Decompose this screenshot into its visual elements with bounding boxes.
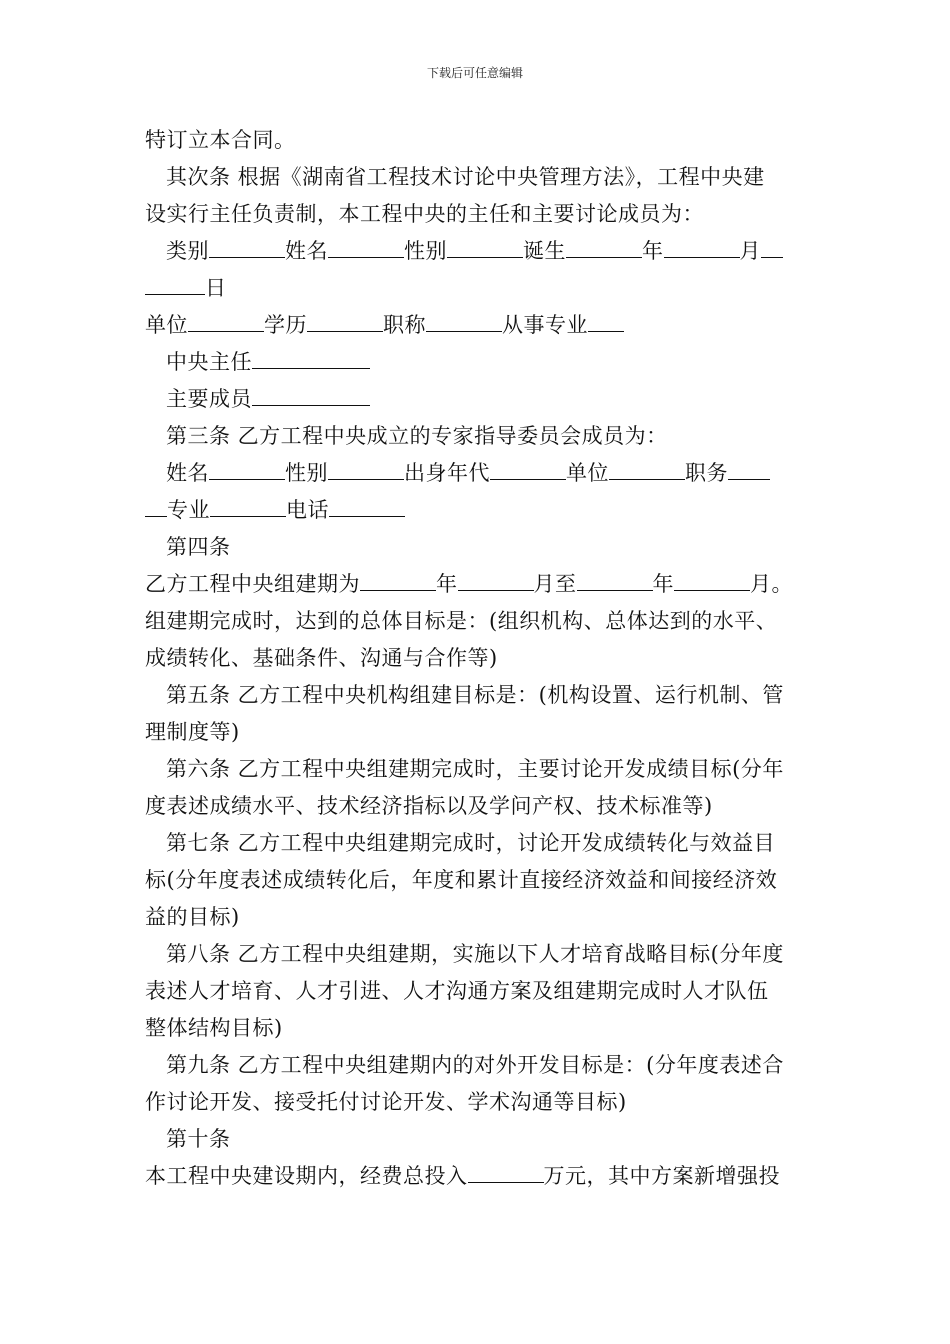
member-fields-line <box>145 381 825 418</box>
blank-line <box>588 309 624 332</box>
member-fields-line <box>145 344 825 381</box>
blank-line <box>761 235 783 258</box>
text-line: 益的目标) <box>145 905 240 929</box>
field-label: 乙方工程中央组建期为 <box>145 572 360 596</box>
text-line: 设实行主任负责制，本工程中央的主任和主要讨论成员为： <box>145 202 704 226</box>
field-label: 日 <box>205 276 227 300</box>
blank-line <box>209 457 285 480</box>
text-line: 第十条 <box>166 1127 231 1151</box>
blank-line <box>447 235 523 258</box>
blank-line <box>468 1160 544 1183</box>
field-label: 本工程中央建设期内，经费总投入 <box>145 1164 468 1188</box>
field-label: 单位 <box>145 313 188 337</box>
field-label: 职称 <box>383 313 426 337</box>
text-line: 第九条 乙方工程中央组建期内的对外开发目标是：(分年度表述合 <box>166 1053 784 1077</box>
field-label: 月。 <box>750 572 793 596</box>
field-label: 月至 <box>533 572 577 596</box>
text-line: 成绩转化、基础条件、沟通与合作等) <box>145 646 498 670</box>
field-label: 年 <box>436 572 458 596</box>
blank-line <box>328 235 404 258</box>
field-label: 电话 <box>286 498 329 522</box>
blank-line <box>664 235 740 258</box>
blank-line <box>188 309 264 332</box>
text-line: 第六条 乙方工程中央组建期完成时，主要讨论开发成绩目标(分年 <box>166 757 784 781</box>
field-label: 诞生 <box>523 239 566 263</box>
text-line: 作讨论开发、接受托付讨论开发、学术沟通等目标) <box>145 1090 627 1114</box>
blank-line <box>209 235 285 258</box>
blank-line <box>490 457 566 480</box>
blank-line <box>609 457 685 480</box>
field-label: 中央主任 <box>166 350 252 374</box>
field-label: 职务 <box>685 461 728 485</box>
field-label: 姓名 <box>285 239 328 263</box>
member-fields-line <box>145 307 825 344</box>
text-line: 第五条 乙方工程中央机构组建目标是：(机构设置、运行机制、管 <box>166 683 784 707</box>
field-label: 专业 <box>167 498 210 522</box>
blank-line <box>210 494 286 517</box>
text-line: 第七条 乙方工程中央组建期完成时，讨论开发成绩转化与效益目 <box>166 831 776 855</box>
blank-line <box>252 383 370 406</box>
text-line: 第三条 乙方工程中央成立的专家指导委员会成员为： <box>166 424 668 448</box>
field-label: 学历 <box>264 313 307 337</box>
blank-line <box>458 568 534 591</box>
blank-line <box>360 568 436 591</box>
field-label: 出身年代 <box>404 461 490 485</box>
blank-line <box>145 494 167 517</box>
blank-line <box>252 346 370 369</box>
text-line: 组建期完成时，达到的总体目标是：(组织机构、总体达到的水平、 <box>145 609 778 633</box>
text-line: 其次条 根据《湖南省工程技术讨论中央管理方法》，工程中央建 <box>166 165 765 189</box>
field-label: 单位 <box>566 461 609 485</box>
blank-line <box>577 568 653 591</box>
blank-line <box>145 272 205 295</box>
field-label: 万元，其中方案新增强投 <box>543 1164 780 1188</box>
text-line: 整体结构目标) <box>145 1016 283 1040</box>
field-label: 月 <box>739 239 761 263</box>
field-label: 年 <box>652 572 674 596</box>
text-line: 特订立本合同。 <box>145 128 296 152</box>
funding-fields-line <box>145 1158 825 1195</box>
blank-line <box>426 309 502 332</box>
text-line: 标(分年度表述成绩转化后，年度和累计直接经济效益和间接经济效 <box>145 868 778 892</box>
field-label: 姓名 <box>166 461 209 485</box>
expert-fields-line <box>145 492 825 529</box>
blank-line <box>674 568 750 591</box>
text-line: 表述人才培育、人才引进、人才沟通方案及组建期完成时人才队伍 <box>145 979 769 1003</box>
page-header: 下载后可任意编辑 <box>426 66 523 80</box>
text-line: 第四条 <box>166 535 231 559</box>
period-fields-line <box>145 566 825 603</box>
blank-line <box>329 494 405 517</box>
field-label: 性别 <box>404 239 447 263</box>
blank-line <box>728 457 770 480</box>
field-label: 从事专业 <box>502 313 588 337</box>
text-line: 理制度等) <box>145 720 240 744</box>
member-fields-line <box>145 270 825 307</box>
field-label: 主要成员 <box>166 387 252 411</box>
text-line: 第八条 乙方工程中央组建期，实施以下人才培育战略目标(分年度 <box>166 942 784 966</box>
contract-body <box>145 122 825 1195</box>
expert-fields-line <box>145 455 825 492</box>
blank-line <box>307 309 383 332</box>
field-label: 类别 <box>166 239 209 263</box>
field-label: 性别 <box>285 461 328 485</box>
blank-line <box>566 235 642 258</box>
member-fields-line <box>145 233 825 270</box>
text-line: 度表述成绩水平、技术经济指标以及学问产权、技术标准等) <box>145 794 713 818</box>
field-label: 年 <box>642 239 664 263</box>
blank-line <box>328 457 404 480</box>
